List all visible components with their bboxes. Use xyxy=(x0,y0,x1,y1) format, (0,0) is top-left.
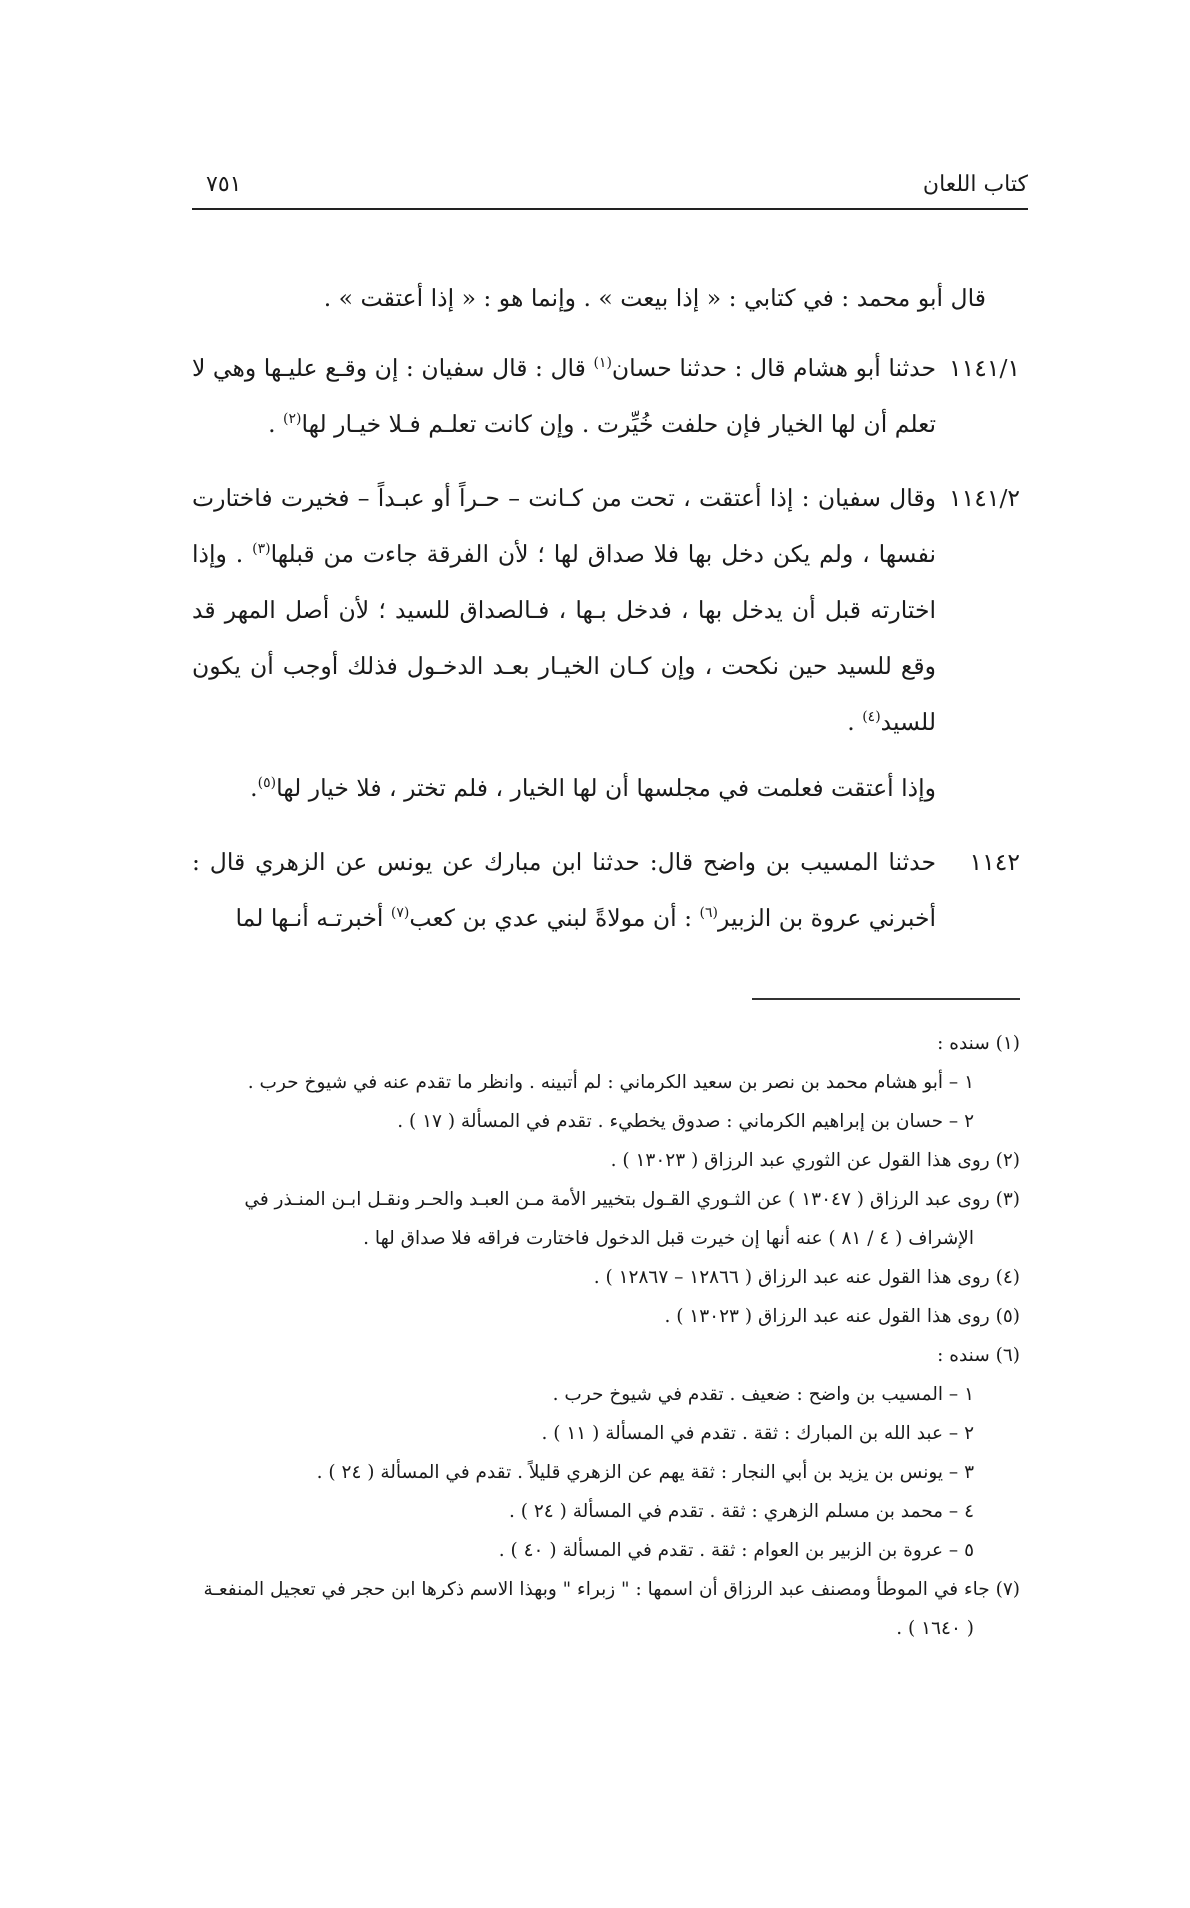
text-segment: حدثنا المسيب بن واضح قال: حدثنا ابن مبارك عن يونس عن الزهري قال : أخبرني عروة بن الزبير xyxy=(192,848,936,932)
header-rule xyxy=(192,208,1028,210)
hadith-text xyxy=(192,834,1020,946)
main-text xyxy=(192,270,1020,964)
footnote-2: (٢) روى هذا القول عن الثوري عبد الرزاق ( ١٣٠٢٣ ) . xyxy=(610,1150,1020,1171)
hadith-number: ١١٤١/٢ xyxy=(948,484,1020,512)
footnote-6: (٦) سنده : xyxy=(937,1345,1020,1366)
footnote-6-item-2: ٢ – عبد الله بن المبارك : ثقة . تقدم في المسألة ( ١١ ) . xyxy=(541,1423,974,1444)
hadith-addendum xyxy=(192,760,1020,816)
text-segment: قال : قال سفيان : إن وقـع عليـها وهي لا تعلم أن لها الخيار فإن حلفت خُيِّرت . وإن كانت تعلـم فـلا خيـار لها xyxy=(192,354,936,438)
footnote-ref-3: (٣) xyxy=(252,541,271,558)
footnote-4: (٤) روى هذا القول عنه عبد الرزاق ( ١٢٨٦٦ – ١٢٨٦٧ ) . xyxy=(593,1267,1020,1288)
text-segment: : أن مولاةً لبني عدي بن كعب xyxy=(409,904,700,932)
footnote-ref-7: (٧) xyxy=(390,905,410,922)
footnote-6-item-5: ٥ – عروة بن الزبير بن العوام : ثقة . تقدم في المسألة ( ٤٠ ) . xyxy=(498,1540,974,1561)
text-segment: حدثنا أبو هشام قال : حدثنا حسان xyxy=(611,354,936,382)
footnote-1: (١) سنده : xyxy=(937,1033,1020,1054)
hadith-1141-1 xyxy=(192,340,1020,452)
text-segment: . xyxy=(268,410,284,438)
hadith-text xyxy=(192,340,1020,452)
footnote-7: (٧) جاء في الموطأ ومصنف عبد الرزاق أن اسمها : " زبراء " وبهذا الاسم ذكرها ابن حجر في تعجيل المنفعـة xyxy=(203,1579,1020,1600)
footnote-ref-4: (٤) xyxy=(862,709,881,726)
footnote-6-item-3: ٣ – يونس بن يزيد بن أبي النجار : ثقة يهم عن الزهري قليلاً . تقدم في المسألة ( ٢٤ ) . xyxy=(316,1462,974,1483)
hadith-text xyxy=(192,470,1020,750)
text-segment: . xyxy=(250,774,258,802)
text-segment: أخبرتـه أنـها لما xyxy=(235,904,391,932)
page-header xyxy=(192,168,1028,206)
footnote-1-item-2: ٢ – حسان بن إبراهيم الكرماني : صدوق يخطيء . تقدم في المسألة ( ١٧ ) . xyxy=(397,1111,974,1132)
hadith-number: ١١٤١/١ xyxy=(948,354,1020,382)
text-segment: وقال سفيان : إذا أعتقت ، تحت من كـانت – حـراً أو عبـداً – فخيرت فاختارت نفسها ، ولم يكن دخل بها فلا صداق لها ؛ لأن الفرقة جاءت من قبلها xyxy=(192,484,937,568)
hadith-1141-2 xyxy=(192,470,1020,816)
lead-paragraph: قال أبو محمد : في كتابي : « إذا بيعت » . وإنما هو : « إذا أعتقت » . xyxy=(323,284,986,312)
text-segment: وإذا أعتقت فعلمت في مجلسها أن لها الخيار ، فلم تختر ، فلا خيار لها xyxy=(276,774,936,802)
hadith-1142 xyxy=(192,834,1020,946)
footnote-ref-6: (٦) xyxy=(699,905,719,922)
footnote-3-continuation: الإشراف ( ٤ / ٨١ ) عنه أنها إن خيرت قبل الدخول فاختارت فراقه فلا صداق لها . xyxy=(363,1228,974,1249)
running-title: كتاب اللعان xyxy=(922,172,1028,197)
footnote-7-continuation: ( ١٦٤٠ ) . xyxy=(896,1618,974,1639)
hadith-number: ١١٤٢ xyxy=(969,848,1020,876)
footnote-1-item-1: ١ – أبو هشام محمد بن نصر بن سعيد الكرماني : لم أتبينه . وانظر ما تقدم عنه في شيوخ حرب . xyxy=(247,1072,974,1093)
text-segment: . وإذا اختارته قبل أن يدخل بها ، فدخل بـها ، فـالصداق للسيد ؛ لأن أصل المهر قد وقع للسيد حين نكحت ، وإن كـان الخيـار بعـد الدخـول فذلك أوجب أن يكون للسيد xyxy=(192,540,936,736)
footnote-ref-2: (٢) xyxy=(283,411,302,428)
footnote-rule xyxy=(752,998,1020,1000)
text-segment: . xyxy=(847,708,863,736)
footnote-ref-5: (٥) xyxy=(257,775,277,792)
footnote-5: (٥) روى هذا القول عنه عبد الرزاق ( ١٣٠٢٣ ) . xyxy=(664,1306,1020,1327)
page-number: ٧٥١ xyxy=(206,172,242,197)
footnote-ref-1: (١) xyxy=(593,355,612,372)
footnote-6-item-4: ٤ – محمد بن مسلم الزهري : ثقة . تقدم في المسألة ( ٢٤ ) . xyxy=(509,1501,974,1522)
footnote-6-item-1: ١ – المسيب بن واضح : ضعيف . تقدم في شيوخ حرب . xyxy=(552,1384,974,1405)
footnote-3: (٣) روى عبد الرزاق ( ١٣٠٤٧ ) عن الثـوري القـول بتخيير الأمة مـن العبـد والحـر ونقـل ابـن المنـذر في xyxy=(244,1189,1020,1210)
footnotes xyxy=(180,1024,1020,1648)
